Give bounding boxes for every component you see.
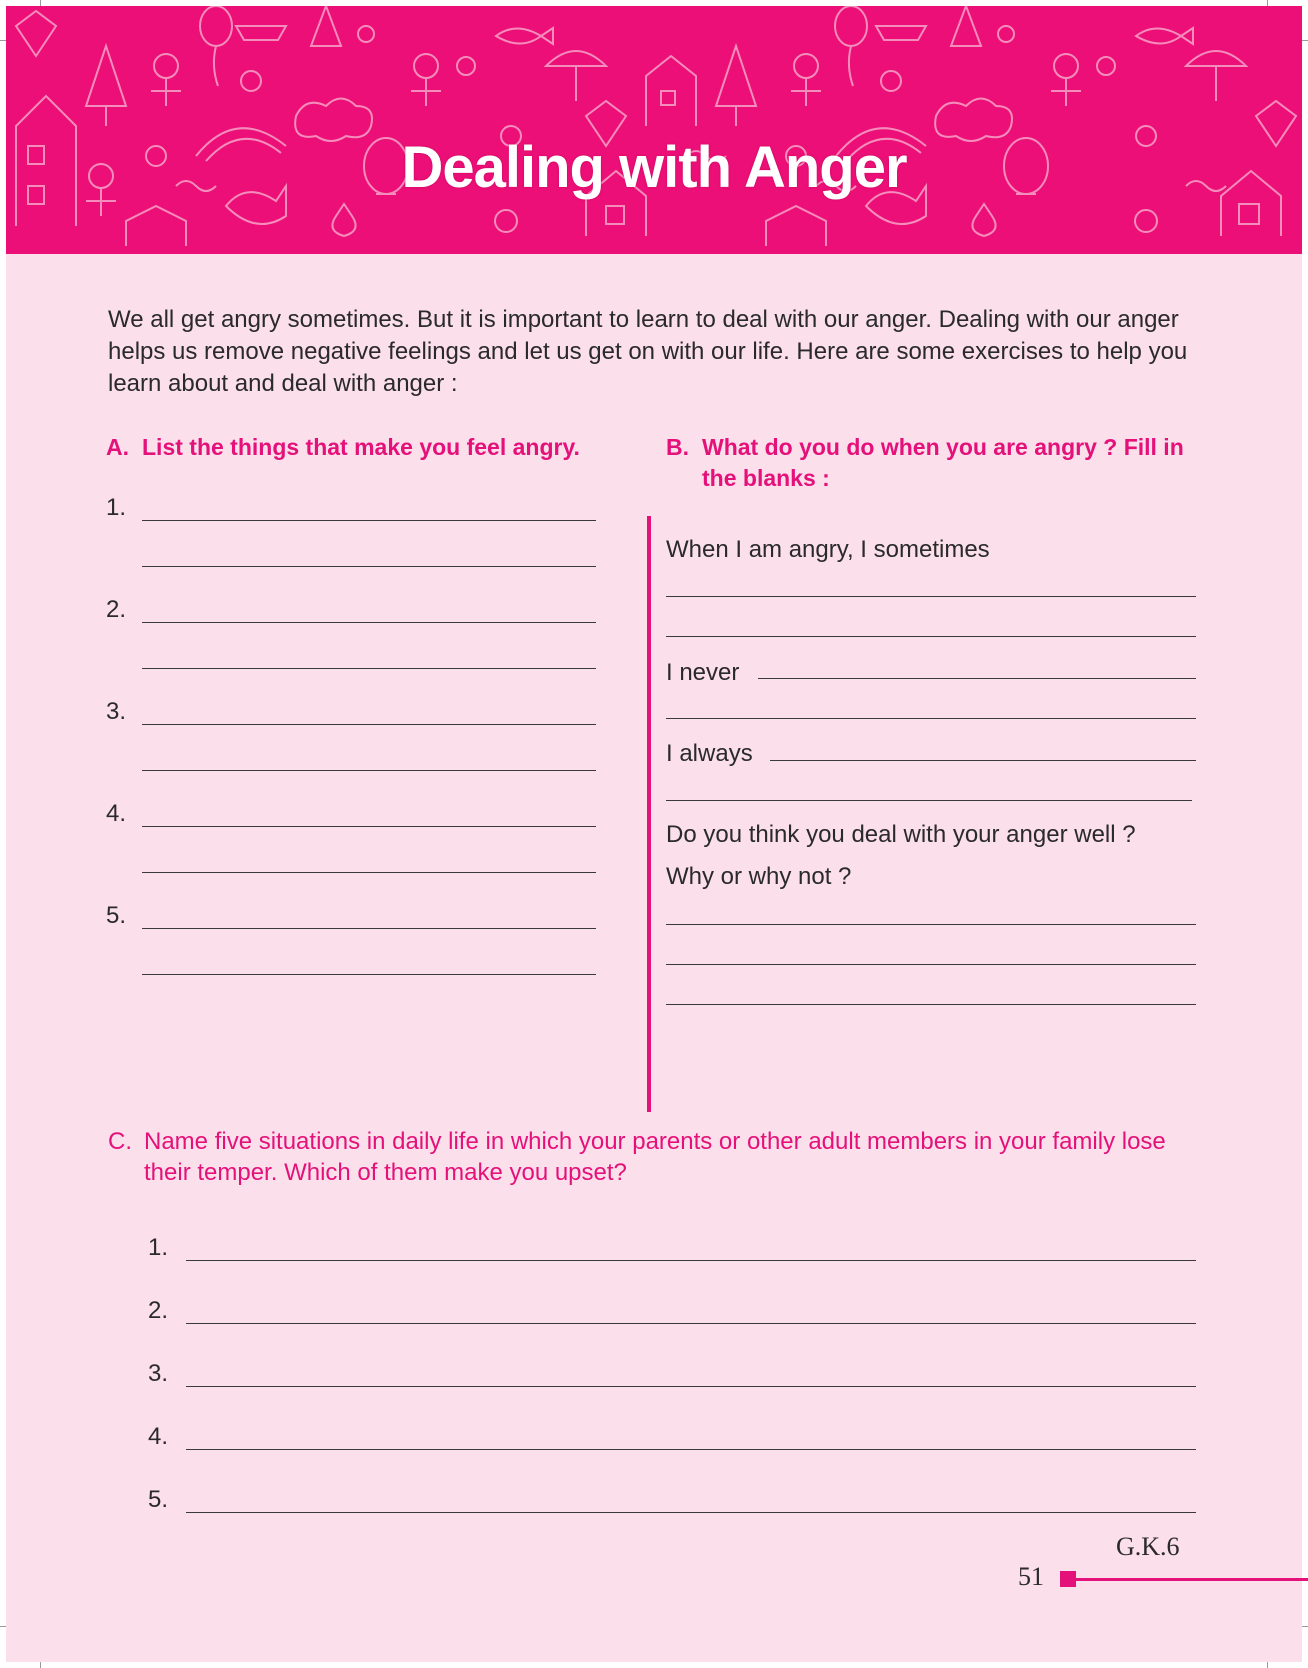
answer-line[interactable] — [186, 1512, 1196, 1513]
prompt-always: I always — [666, 740, 753, 767]
section-b-heading — [666, 432, 1206, 496]
doodle-pattern — [6, 6, 1302, 254]
section-c-item-number: 4. — [148, 1423, 169, 1450]
answer-line[interactable] — [142, 872, 596, 873]
question-deal-well: Do you think you deal with your anger well ? — [666, 821, 1136, 848]
footer-rule — [1076, 1578, 1308, 1581]
section-a-title: List the things that make you feel angry. — [142, 434, 580, 460]
answer-line[interactable] — [142, 724, 596, 725]
answer-line[interactable] — [666, 596, 1196, 597]
section-b-letter: B. — [666, 434, 689, 460]
section-c-item-number: 3. — [148, 1360, 169, 1387]
answer-line[interactable] — [666, 1004, 1196, 1005]
answer-line[interactable] — [142, 974, 596, 975]
answer-line[interactable] — [666, 718, 1196, 719]
section-a-item-number: 5. — [106, 902, 127, 929]
answer-line[interactable] — [142, 770, 596, 771]
answer-line[interactable] — [186, 1386, 1196, 1387]
answer-line[interactable] — [142, 928, 596, 929]
section-c-item-number: 5. — [148, 1486, 169, 1513]
page-number: 51 — [1018, 1562, 1044, 1591]
section-a-item-number: 2. — [106, 596, 127, 623]
answer-line[interactable] — [142, 520, 596, 521]
section-a-item-number: 4. — [106, 800, 127, 827]
section-a-letter: A. — [106, 434, 129, 460]
answer-line[interactable] — [770, 760, 1196, 761]
section-a-heading — [106, 432, 626, 464]
intro-paragraph: We all get angry sometimes. But it is important to learn to deal with our anger. Dealing with our anger helps us remove negative feelings and let us get on with our life. Here are some exercises to help you learn about and deal with anger : — [108, 306, 1188, 397]
prompt-sometimes: When I am angry, I sometimes — [666, 536, 990, 563]
answer-line[interactable] — [666, 800, 1192, 801]
answer-line[interactable] — [758, 678, 1196, 679]
page-title: Dealing with Anger — [401, 135, 907, 200]
header-banner — [6, 6, 1302, 254]
column-divider — [647, 516, 651, 1112]
section-b-title: What do you do when you are angry ? Fill in the blanks : — [702, 434, 1184, 491]
footer-square — [1060, 1571, 1076, 1587]
answer-line[interactable] — [186, 1449, 1196, 1450]
section-c-item-number: 2. — [148, 1297, 169, 1324]
prompt-never: I never — [666, 659, 740, 686]
answer-line[interactable] — [186, 1323, 1196, 1324]
section-a-item-number: 3. — [106, 698, 127, 725]
question-why: Why or why not ? — [666, 863, 852, 890]
worksheet-page — [6, 6, 1302, 1662]
answer-line[interactable] — [142, 566, 596, 567]
answer-line[interactable] — [186, 1260, 1196, 1261]
answer-line[interactable] — [666, 964, 1196, 965]
answer-line[interactable] — [142, 622, 596, 623]
answer-line[interactable] — [142, 826, 596, 827]
answer-line[interactable] — [666, 636, 1196, 637]
book-code: G.K.6 — [1116, 1532, 1180, 1561]
answer-line[interactable] — [142, 668, 596, 669]
section-a-item-number: 1. — [106, 494, 127, 521]
answer-line[interactable] — [666, 924, 1196, 925]
section-c-title: Name five situations in daily life in which your parents or other adult members in your family lose their temper. Which of them make you upset? — [144, 1128, 1166, 1186]
section-c-letter: C. — [108, 1128, 132, 1155]
section-c-item-number: 1. — [148, 1234, 169, 1261]
